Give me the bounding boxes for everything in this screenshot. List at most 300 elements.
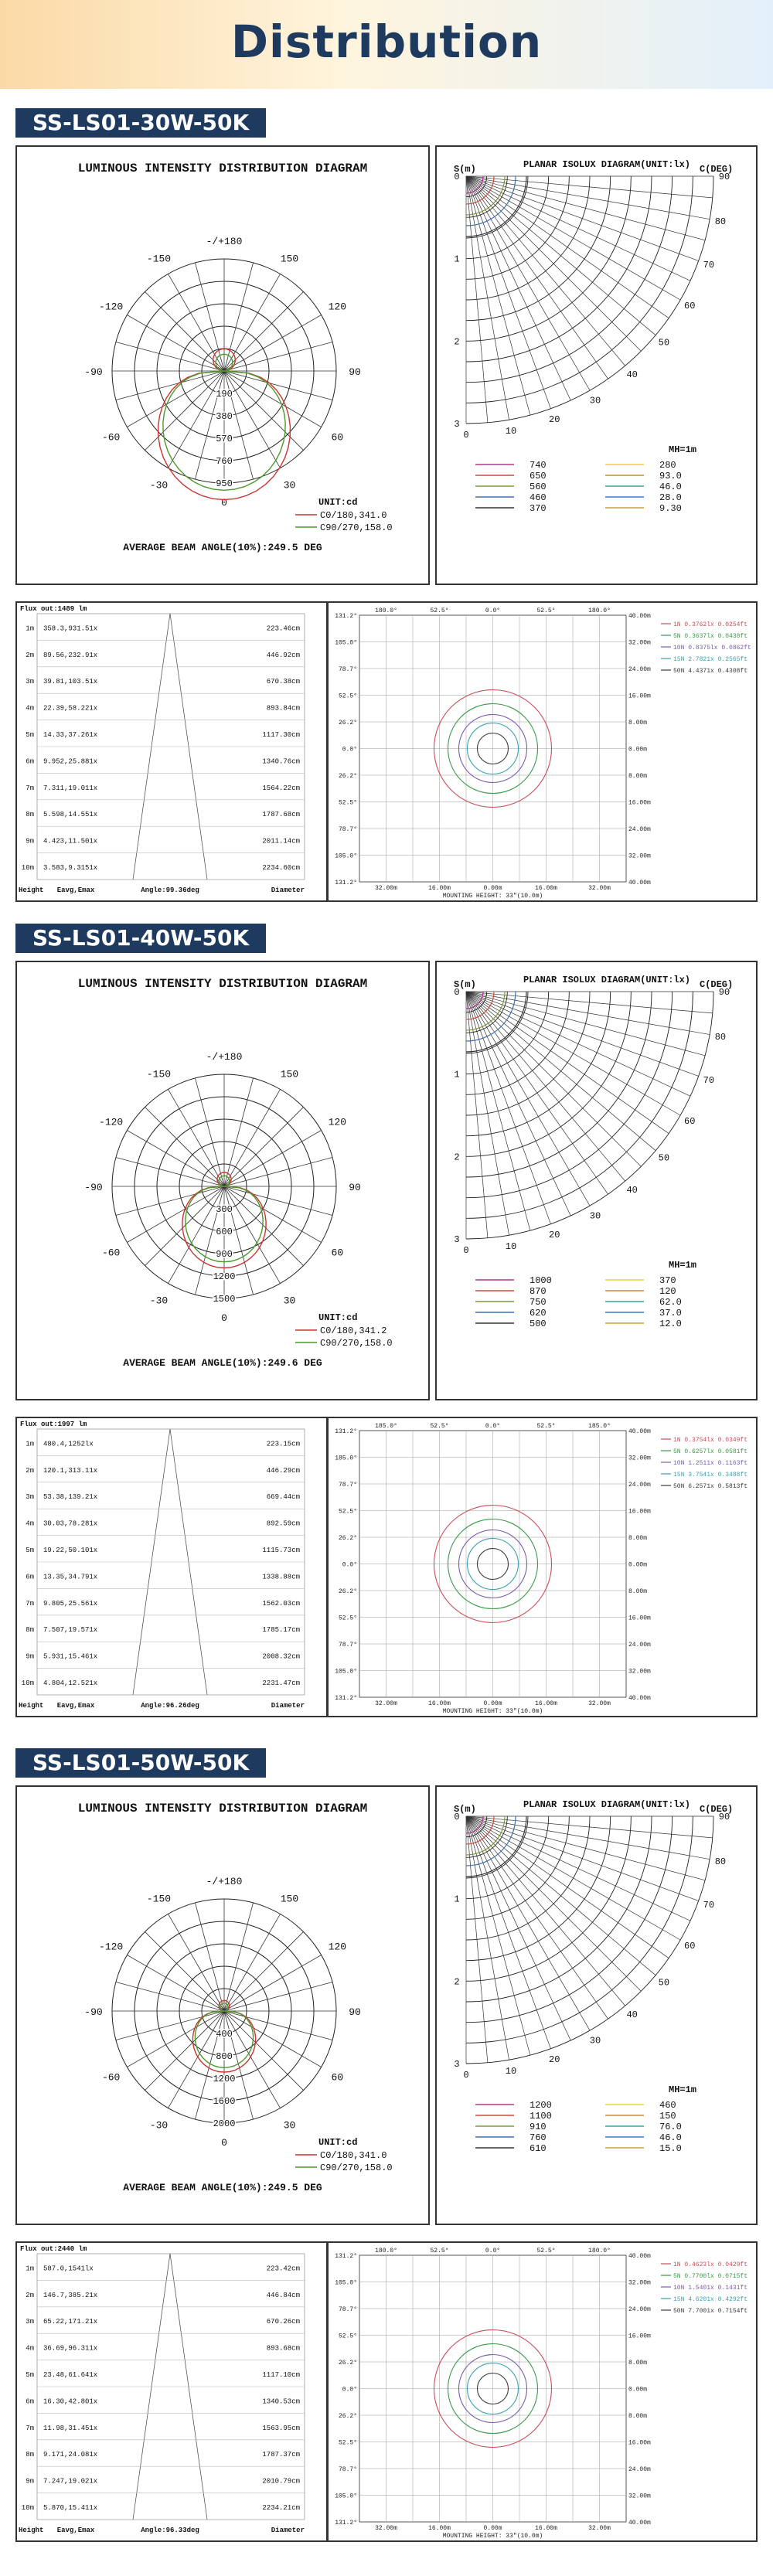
isolux-c-tick: 30 — [589, 1210, 601, 1222]
polar-angle-label: -30 — [149, 2119, 169, 2132]
cone-height: 4m — [26, 2344, 34, 2353]
cone-eavg: 5.931,15.461x — [43, 1652, 98, 1661]
isolux-spoke — [466, 176, 699, 260]
cone-eavg: 16.30,42.801x — [43, 2397, 98, 2406]
grid-right-label: 0.00m — [628, 2386, 648, 2394]
grid-left-label: 52.5° — [338, 2333, 357, 2340]
isolux-spoke — [466, 176, 705, 240]
grid-right-label: 8.00m — [628, 773, 648, 780]
grid-top-label: 52.5° — [430, 2248, 449, 2254]
cone-diameter: 669.44cm — [266, 1493, 300, 1502]
grid-right-label: 32.00m — [628, 639, 651, 647]
grid-left-label: 26.2° — [338, 1535, 357, 1542]
isolux-c-label: C(DEG) — [700, 164, 734, 175]
polar-spoke — [224, 342, 332, 371]
grid-left-label: 52.5° — [338, 692, 357, 700]
grid-right-label: 16.00m — [628, 2333, 651, 2340]
isolux-s-label: S(m) — [454, 164, 476, 175]
isolux-legend-value: 760 — [530, 2132, 547, 2143]
cone-diameter: 446.84cm — [266, 2291, 300, 2299]
isolux-grid — [329, 603, 756, 900]
cone-diameter: 1564.22cm — [262, 784, 300, 792]
isolux-chart — [437, 147, 756, 584]
polar-angle-label: -120 — [99, 301, 124, 313]
grid-legend-label: 50N 4.4371x 0.4308ft — [673, 668, 748, 675]
grid-legend-label: 1N 0.4623lx 0.0429ft — [673, 2261, 748, 2268]
polar-spoke — [145, 1107, 224, 1186]
isolux-c-tick: 10 — [505, 2065, 517, 2077]
polar-spoke — [169, 274, 225, 371]
polar-spoke — [169, 1089, 225, 1186]
polar-spoke — [127, 315, 224, 372]
polar-angle-label: 30 — [283, 1295, 296, 1307]
grid-left-label: 26.2° — [338, 2413, 357, 2420]
cone-height: 1m — [26, 2265, 34, 2273]
isolux-c-tick: 50 — [658, 1152, 670, 1164]
isolux-spoke — [466, 992, 705, 1056]
grid-right-label: 8.00m — [628, 2413, 648, 2420]
cone-flux: Flux out:1997 lm — [20, 1421, 87, 1428]
polar-angle-label: 30 — [283, 479, 296, 492]
cone-diameter-header: Diameter — [271, 886, 305, 894]
polar-radial-tick: 900 — [216, 1249, 233, 1260]
grid-top-label: 180.0° — [375, 607, 397, 614]
cone-eavg: 65.22,171.21x — [43, 2318, 98, 2326]
polar-title: LUMINOUS INTENSITY DISTRIBUTION DIAGRAM — [77, 977, 368, 991]
cone-eavg: 9.805,25.561x — [43, 1599, 98, 1608]
cone-diameter: 1340.76cm — [262, 757, 300, 766]
model-tag: SS-LS01-30W-50K — [15, 108, 266, 138]
polar-spoke — [116, 1982, 224, 2011]
polar-spoke — [224, 2011, 332, 2040]
cone-eavg: 7.311,19.011x — [43, 784, 98, 792]
cone-height: 9m — [26, 2477, 34, 2486]
isolux-s-tick: 3 — [454, 2059, 460, 2070]
cone-height: 10m — [21, 2504, 34, 2512]
polar-spoke — [224, 1107, 304, 1186]
grid-left-label: 185.0° — [335, 1455, 357, 1462]
grid-bottom-label: 32.00m — [588, 1700, 611, 1707]
cone-height: 2m — [26, 2291, 34, 2299]
grid-top-label: 185.0° — [375, 1423, 397, 1430]
polar-panel — [15, 1785, 430, 2225]
polar-angle-label: -/+180 — [206, 1876, 243, 1887]
polar-panel — [15, 961, 430, 1400]
cone-height-header: Height — [19, 1702, 44, 1710]
cone-eavg: 53.38,139.21x — [43, 1493, 98, 1502]
cone-height: 10m — [21, 1679, 34, 1687]
cone-diagram — [17, 1418, 326, 1716]
isolux-spoke — [466, 176, 680, 300]
cone-eavg: 4.804,12.521x — [43, 1679, 98, 1687]
polar-angle-label: 120 — [328, 1941, 347, 1953]
cone-eavg: 146.7,385.21x — [43, 2291, 98, 2299]
cone-eavg: 89.56,232.91x — [43, 651, 98, 659]
polar-spoke — [116, 342, 224, 371]
grid-bottom-label: 0.00m — [483, 885, 502, 892]
cone-diameter: 1562.03cm — [262, 1599, 300, 1608]
polar-spoke — [224, 1982, 332, 2011]
isolux-c-tick: 60 — [684, 301, 696, 311]
isolux-legend-value: 460 — [530, 492, 547, 503]
cone-diameter: 1785.17cm — [262, 1626, 300, 1635]
grid-left-label: 52.5° — [338, 2439, 357, 2447]
polar-radial-tick: 1500 — [213, 1294, 236, 1305]
isolux-title: PLANAR ISOLUX DIAGRAM(UNIT:lx) — [523, 1799, 691, 1810]
isolux-c-tick: 40 — [626, 369, 638, 380]
isolux-panel — [435, 145, 758, 585]
cone-diagram — [17, 2243, 326, 2540]
cone-height: 5m — [26, 731, 34, 739]
grid-left-label: 52.5° — [338, 1508, 357, 1516]
page-title: Distribution — [230, 15, 543, 68]
polar-spoke — [224, 1955, 322, 2012]
isolux-legend-value: 370 — [659, 1275, 676, 1286]
grid-left-label: 0.0° — [342, 746, 357, 754]
isolux-legend-value: 650 — [530, 471, 547, 482]
cone-diameter: 1787.68cm — [262, 811, 300, 819]
polar-radial-tick: 300 — [216, 1204, 233, 1215]
isolux-mh: MH=1m — [669, 444, 697, 455]
unit-label: UNIT:cd — [318, 497, 358, 508]
cone-eavg: 358.3,931.51x — [43, 624, 98, 633]
grid-top-label: 185.0° — [588, 1423, 611, 1430]
isolux-s-tick: 2 — [454, 1152, 460, 1163]
grid-right-label: 16.00m — [628, 1508, 651, 1516]
polar-spoke — [224, 1078, 254, 1186]
polar-angle-label: -150 — [146, 1068, 172, 1080]
isolux-c-tick: 60 — [684, 1116, 696, 1127]
polar-radial-tick: 400 — [216, 2029, 233, 2040]
cone-eavg: 36.69,96.311x — [43, 2344, 98, 2353]
grid-top-label: 52.5° — [430, 607, 449, 614]
grid-top-label: 52.5° — [536, 2248, 556, 2254]
polar-spoke — [145, 1931, 224, 2011]
cone-height: 3m — [26, 678, 34, 686]
cone-height: 6m — [26, 1573, 34, 1581]
cone-diameter: 223.42cm — [266, 2265, 300, 2273]
grid-right-label: 32.00m — [628, 852, 651, 860]
cone-height: 4m — [26, 704, 34, 713]
cone-diameter: 1787.37cm — [262, 2451, 300, 2459]
grid-legend-label: 50N 7.7001x 0.7154ft — [673, 2308, 748, 2315]
grid-left-label: 105.0° — [335, 639, 357, 647]
isolux-legend-value: 76.0 — [659, 2122, 682, 2132]
isolux-c-tick: 0 — [463, 2070, 469, 2081]
cone-diameter: 1117.30cm — [262, 731, 300, 739]
cone-height: 5m — [26, 2371, 34, 2379]
cone-diameter: 1338.88cm — [262, 1573, 300, 1581]
polar-angle-label: -/+180 — [206, 236, 243, 247]
grid-legend-label: 1N 0.3754lx 0.0349ft — [673, 1437, 748, 1444]
grid-right-label: 32.00m — [628, 2279, 651, 2287]
isolux-s-tick: 1 — [454, 1069, 460, 1080]
isolux-legend-value: 1100 — [530, 2111, 552, 2122]
mounting-height: MOUNTING HEIGHT: 33"(10.0m) — [442, 893, 543, 900]
cone-height: 6m — [26, 757, 34, 766]
grid-bottom-label: 32.00m — [375, 1700, 397, 1707]
isolux-c-tick: 80 — [714, 1031, 727, 1043]
isolux-legend-value: 280 — [659, 460, 676, 471]
cone-diameter-header: Diameter — [271, 1702, 305, 1710]
isolux-s-tick: 0 — [454, 987, 460, 998]
cone-diameter: 893.68cm — [266, 2344, 300, 2353]
grid-left-label: 78.7° — [338, 2306, 357, 2313]
isolux-c-tick: 10 — [505, 425, 517, 437]
isolux-legend-value: 9.30 — [659, 503, 682, 514]
polar-radial-tick: 760 — [216, 456, 233, 467]
grid-left-label: 78.7° — [338, 2466, 357, 2473]
polar-spoke — [224, 1914, 281, 2011]
cone-beam-angle: Angle:99.36deg — [141, 886, 199, 894]
isolux-s-tick: 2 — [454, 1976, 460, 1988]
polar-spoke — [224, 2011, 304, 2091]
polar-angle-label: -150 — [146, 1893, 172, 1905]
polar-radial-tick: 800 — [216, 2051, 233, 2062]
grid-left-label: 52.5° — [338, 799, 357, 807]
grid-bottom-label: 0.00m — [483, 1700, 502, 1707]
cone-height-header: Height — [19, 2527, 44, 2534]
isolux-grid — [329, 1418, 756, 1716]
beam-angle: AVERAGE BEAM ANGLE(10%):249.6 DEG — [123, 1357, 322, 1369]
isolux-grid — [329, 2243, 756, 2540]
title-banner — [0, 0, 773, 89]
cone-eavg: 11.98,31.451x — [43, 2424, 98, 2432]
cone-height: 8m — [26, 811, 34, 819]
grid-legend-label: 5N 0.7700lx 0.0715ft — [673, 2273, 748, 2280]
isolux-c-tick: 0 — [463, 430, 469, 441]
cone-diameter: 223.46cm — [266, 624, 300, 633]
isolux-mh: MH=1m — [669, 1260, 697, 1271]
polar-radial-tick: 1200 — [213, 1271, 236, 1282]
grid-left-label: 0.0° — [342, 2386, 357, 2394]
cone-height: 1m — [26, 1440, 34, 1448]
polar-angle-label: -90 — [84, 366, 103, 378]
cone-diameter: 1340.53cm — [262, 2397, 300, 2406]
unit-label: UNIT:cd — [318, 1312, 358, 1323]
grid-right-label: 0.00m — [628, 746, 648, 754]
grid-right-label: 24.00m — [628, 666, 651, 673]
beam-angle: AVERAGE BEAM ANGLE(10%):249.5 DEG — [123, 542, 322, 553]
polar-spoke — [127, 1955, 224, 2012]
polar-angle-label: -90 — [84, 2006, 103, 2018]
isolux-legend-value: 62.0 — [659, 1297, 682, 1308]
polar-radial-tick: 190 — [216, 389, 233, 400]
grid-left-label: 131.2° — [335, 880, 357, 886]
grid-right-label: 40.00m — [628, 2253, 651, 2260]
grid-right-label: 16.00m — [628, 799, 651, 807]
isolux-mh: MH=1m — [669, 2084, 697, 2095]
isolux-spoke — [466, 1816, 699, 1901]
isolux-s-tick: 1 — [454, 254, 460, 265]
grid-bottom-label: 0.00m — [483, 2525, 502, 2532]
cone-height: 9m — [26, 837, 34, 846]
isolux-spoke — [466, 992, 530, 1230]
isolux-legend-value: 46.0 — [659, 482, 682, 492]
polar-radial-tick: 1600 — [213, 2096, 236, 2107]
isolux-s-label: S(m) — [454, 1804, 476, 1815]
cone-height: 10m — [21, 864, 34, 872]
grid-left-label: 52.5° — [338, 1615, 357, 1622]
polar-angle-label: -30 — [149, 1295, 169, 1307]
isolux-spoke — [466, 1816, 705, 1880]
grid-left-label: 78.7° — [338, 826, 357, 833]
cone-diameter: 670.26cm — [266, 2318, 300, 2326]
polar-spoke — [116, 2011, 224, 2040]
grid-right-label: 0.00m — [628, 1561, 648, 1569]
isolux-legend-value: 460 — [659, 2100, 676, 2111]
polar-angle-label: 90 — [349, 366, 361, 378]
isolux-legend-value: 370 — [530, 503, 547, 514]
grid-left-label: 0.0° — [342, 1561, 357, 1569]
cone-height: 8m — [26, 1626, 34, 1635]
cone-eavg: 5.598,14.551x — [43, 811, 98, 819]
grid-left-label: 131.2° — [335, 2253, 357, 2260]
grid-right-label: 32.00m — [628, 1455, 651, 1462]
polar-angle-label: 90 — [349, 2006, 361, 2018]
grid-right-label: 32.00m — [628, 1668, 651, 1676]
grid-left-label: 26.2° — [338, 720, 357, 727]
grid-left-label: 26.2° — [338, 1588, 357, 1595]
isolux-c-tick: 90 — [718, 987, 730, 998]
cone-diameter: 446.29cm — [266, 1466, 300, 1475]
isolux-s-label: S(m) — [454, 979, 476, 990]
isolux-s-tick: 3 — [454, 1234, 460, 1245]
polar-spoke — [224, 1186, 304, 1266]
polar-angle-label: 120 — [328, 301, 347, 313]
grid-right-label: 32.00m — [628, 2493, 651, 2500]
polar-angle-label: 0 — [221, 1312, 227, 1324]
isolux-c-tick: 30 — [589, 395, 601, 407]
isolux-panel — [435, 1785, 758, 2225]
cone-diameter: 2231.47cm — [262, 1679, 300, 1687]
cone-height: 9m — [26, 1652, 34, 1661]
cone-height: 7m — [26, 784, 34, 792]
polar-chart — [17, 147, 428, 584]
isolux-s-tick: 1 — [454, 1894, 460, 1905]
isolux-panel — [435, 961, 758, 1400]
polar-spoke — [224, 1131, 322, 1187]
grid-legend-label: 15N 2.7821x 0.2565ft — [673, 656, 748, 663]
polar-angle-label: 150 — [280, 1893, 299, 1905]
c90-legend-label: C90/270,158.0 — [320, 2163, 393, 2173]
cone-panel — [15, 2241, 328, 2542]
isolux-spoke — [466, 176, 550, 409]
polar-angle-label: 30 — [283, 2119, 296, 2132]
cone-height: 3m — [26, 1493, 34, 1502]
cone-eavg: 3.583,9.3151x — [43, 864, 98, 872]
isolux-s-tick: 0 — [454, 172, 460, 182]
isolux-c-tick: 20 — [549, 413, 560, 425]
grid-legend-label: 50N 6.2571x 0.5813ft — [673, 1483, 748, 1490]
cone-diameter: 1115.73cm — [262, 1547, 300, 1554]
isolux-s-tick: 0 — [454, 1812, 460, 1822]
isolux-c-tick: 0 — [463, 1245, 469, 1256]
cone-height: 3m — [26, 2318, 34, 2326]
c0-legend-label: C0/180,341.2 — [320, 1325, 387, 1336]
isolux-c-tick: 30 — [589, 2035, 601, 2047]
cone-diameter: 2234.60cm — [262, 864, 300, 872]
grid-panel — [327, 2241, 758, 2542]
isolux-legend-value: 93.0 — [659, 471, 682, 482]
isolux-c-tick: 70 — [703, 1075, 715, 1087]
grid-top-label: 52.5° — [430, 1423, 449, 1430]
isolux-c-tick: 90 — [718, 1812, 730, 1822]
polar-spoke — [224, 263, 254, 371]
grid-right-label: 40.00m — [628, 880, 651, 886]
cone-diameter: 1117.10cm — [262, 2371, 300, 2379]
mounting-height: MOUNTING HEIGHT: 33"(10.0m) — [442, 2533, 543, 2540]
grid-left-label: 78.7° — [338, 1482, 357, 1489]
polar-spoke — [116, 1186, 224, 1216]
polar-radial-tick: 380 — [216, 411, 233, 422]
cone-height: 7m — [26, 1599, 34, 1608]
polar-spoke — [224, 371, 332, 400]
cone-height: 2m — [26, 1466, 34, 1475]
grid-legend-label: 10N 1.5401x 0.1431ft — [673, 2285, 748, 2292]
cone-diameter: 893.84cm — [266, 704, 300, 713]
grid-right-label: 8.00m — [628, 1588, 648, 1595]
cone-eavg-header: Eavg,Emax — [56, 886, 95, 894]
beam-angle: AVERAGE BEAM ANGLE(10%):249.5 DEG — [123, 2182, 322, 2193]
grid-top-label: 0.0° — [485, 2248, 501, 2254]
polar-angle-label: 0 — [221, 2137, 227, 2149]
cone-height: 1m — [26, 624, 34, 633]
cone-height: 2m — [26, 651, 34, 659]
isolux-c-tick: 20 — [549, 1229, 560, 1240]
polar-spoke — [127, 371, 224, 427]
isolux-legend-value: 37.0 — [659, 1308, 682, 1319]
isolux-legend-value: 740 — [530, 460, 547, 471]
cone-eavg: 7.247,19.021x — [43, 2477, 98, 2486]
polar-angle-label: -120 — [99, 1941, 124, 1953]
polar-angle-label: -30 — [149, 479, 169, 492]
isolux-c-tick: 70 — [703, 260, 715, 271]
polar-spoke — [127, 1186, 224, 1243]
grid-bottom-label: 16.00m — [428, 2525, 451, 2532]
isolux-c-tick: 80 — [714, 1856, 727, 1867]
cone-height: 8m — [26, 2451, 34, 2459]
polar-radial-tick: 600 — [216, 1227, 233, 1237]
isolux-c-tick: 80 — [714, 216, 727, 227]
grid-right-label: 24.00m — [628, 2306, 651, 2313]
polar-spoke — [195, 263, 224, 371]
cone-diameter: 2010.79cm — [262, 2477, 300, 2486]
polar-spoke — [224, 371, 304, 451]
isolux-spoke — [466, 992, 590, 1206]
cone-flux: Flux out:2440 lm — [20, 2245, 87, 2253]
grid-left-label: 131.2° — [335, 1428, 357, 1435]
cone-eavg: 30.03,78.281x — [43, 1519, 98, 1528]
isolux-c-tick: 10 — [505, 1240, 517, 1252]
isolux-c-tick: 40 — [626, 2009, 638, 2020]
cone-eavg: 9.952,25.881x — [43, 757, 98, 766]
isolux-legend-value: 870 — [530, 1286, 547, 1297]
isolux-spoke — [466, 176, 590, 390]
polar-angle-label: 90 — [349, 1182, 361, 1193]
grid-left-label: 78.7° — [338, 1642, 357, 1649]
model-tag: SS-LS01-40W-50K — [15, 924, 266, 953]
cone-eavg: 4.423,11.501x — [43, 837, 98, 846]
cone-height: 7m — [26, 2424, 34, 2432]
cone-diameter: 1563.95cm — [262, 2424, 300, 2432]
grid-top-label: 180.0° — [588, 607, 611, 614]
polar-spoke — [195, 1078, 224, 1186]
grid-right-label: 24.00m — [628, 2466, 651, 2473]
grid-bottom-label: 16.00m — [428, 1700, 451, 1707]
cone-eavg: 14.33,37.261x — [43, 731, 98, 739]
cone-eavg: 19.22,50.101x — [43, 1547, 98, 1554]
